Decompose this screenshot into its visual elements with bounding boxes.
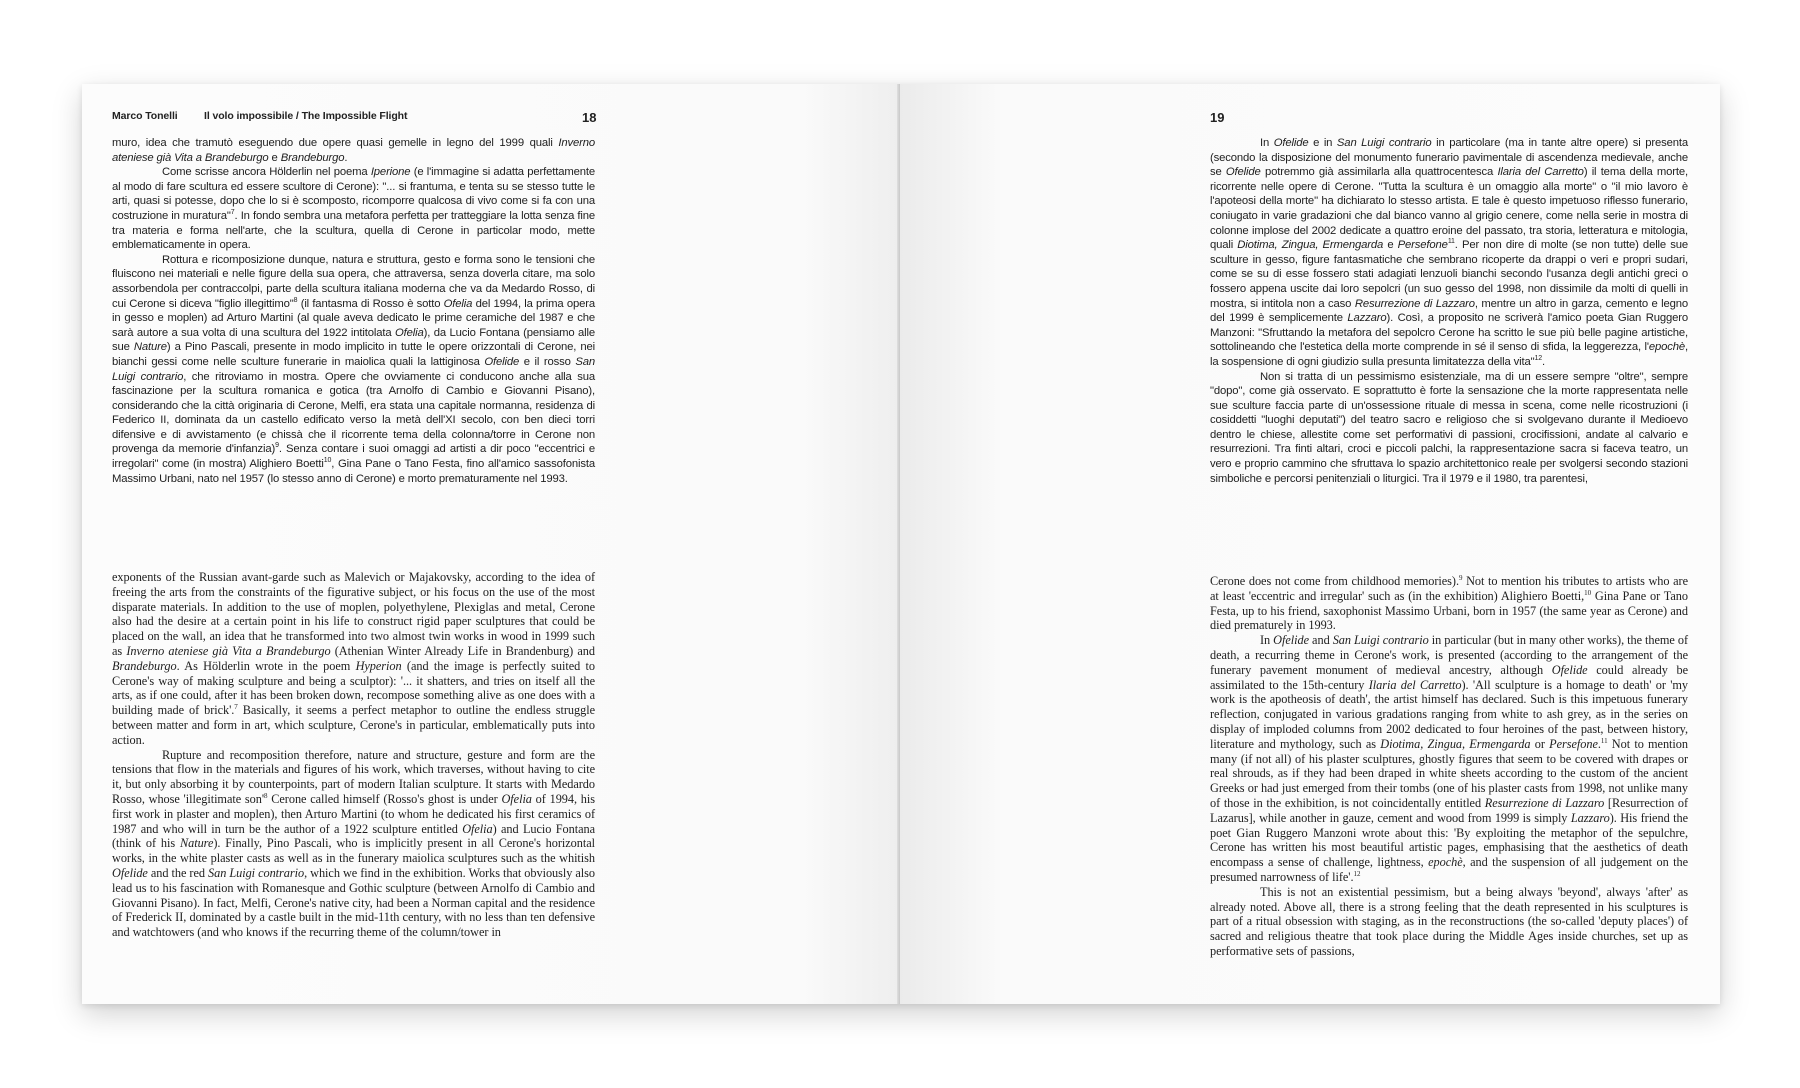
paragraph: Non si tratta di un pessimismo esistenziale, ma di un essere sempre "oltre", sempre "dopo", come già osservato. E soprattutto è forte la sensazione che la morte rappresentata nelle sue sculture faccia parte di un'ossessione rituale di messa in scena, come nelle ricostruzioni (i cosiddetti "luoghi deputati") del teatro sacro e religioso che si svolgevano durante il Medioevo dentro le chiese, allestite come set performativi di passioni, crocifissioni, andate al calvario e resurrezioni. Tra finti altari, croci e piccoli palchi, la rappresentazione sacra si faceva teatro, un vero e proprio cammino che sfruttava lo spazio architettonico reale per svolgersi secondo stazioni simboliche e percorsi penitenziali o liturgici. Tra il 1979 e il 1980, tra parentesi,	[1210, 370, 1688, 485]
footnote-ref: 7	[234, 703, 238, 712]
footnote-ref: 7	[230, 209, 235, 217]
footnote-ref: 12	[1534, 355, 1542, 363]
left-page	[82, 84, 900, 1004]
right-page	[900, 84, 1720, 1004]
page-number-left: 18	[582, 110, 597, 125]
author-name: Marco Tonelli	[112, 110, 178, 122]
paragraph: Rottura e ricomposizione dunque, natura e struttura, gesto e forma sono le tensioni che fluiscono nei materiali e nelle figure della sua opera, che attraversa, senza doverla citare, ma solo assorbendola per contraccolpi, parte della scultura italiana moderna che va da Medardo Rosso, di cui Cerone si diceva "figlio illegittimo"$^8$ (il fantasma di Rosso è sotto Ofelia del 1994, la prima opera in gesso e moplen) ad Arturo Martini (al quale aveva dedicato le prime ceramiche del 1987 e che sarà autore a sua volta di una scultura del 1922 intitolata Ofelia), da Lucio Fontana (pensiamo alle sue Nature) a Pino Pascali, presente in modo implicito in tutte le opere orizzontali di Cerone, nei bianchi gessi come nelle sculture funerarie in maiolica quali la lattiginosa Ofelide e il rosso San Luigi contrario, che ritroviamo in mostra. Opere che ovviamente ci conducono anche alla sua fascinazione per la scultura romanica e gotica (tra Arnolfo di Cambio e Giovanni Pisano), considerando che la città originaria di Cerone, Melfi, era stata una capitale normanna, residenza di Federico II, dominata da un castello edificato verso la metà dell'XI secolo, con ben dieci torri difensive e di avvistamento (e chissà che il ricorrente tema della colonna/torre in Cerone non provenga da memorie d'infanzia)$^9$. Senza contare i suoi omaggi ad artisti a dir poco "eccentrici e irregolari" come (in mostra) Alighiero Boetti$^{10}$, Gina Pane o Tano Festa, fino all'amico sassofonista Massimo Urbani, nato nel 1957 (lo stesso anno di Cerone) e morto prematuramente nel 1993.	[112, 253, 596, 485]
paragraph: In Ofelide e in San Luigi contrario in particolare (ma in tante altre opere) si presenta (secondo la disposizione del monumento funerario pavimentale di ascendenza medievale, anche se Ofelide potremmo già assimilarla alla quattrocentesca Ilaria del Carretto) il tema della morte, ricorrente nelle opere di Cerone. "Tutta la scultura è un omaggio alla morte" o "il mio lavoro è l'apoteosi della morte" ha dichiarato lo stesso artista. E tale è questo impetuoso riflesso funerario, coniugato in varie gradazioni che dal bianco vanno al grigio cenere, come nella serie in mostra di colonne implose del 2002 dedicate a quattro eroine del passato, tra storia, letteratura e mitologia, quali Diotima, Zingua, Ermengarda e Persefone$^{11}$. Per non dire di molte (se non tutte) delle sue sculture in gesso, figure fantasmatiche che sembrano ricoperte da drappi o veri e propri sudari, come se su di esse fossero stati adagiati lenzuoli bianchi secondo l'usanza degli antichi greci o fossero appena uscite dai loro sepolcri (un suo gesso del 1998, non dissimile da molti di quelli in mostra, si intitola non a caso Resurrezione di Lazzaro, mentre un altro in garza, cemento e legno del 1999 è semplicemente Lazzaro). Così, a proposito ne scriverà l'amico poeta Gian Ruggero Manzoni: "Sfruttando la metafora del sepolcro Cerone ha scritto le sue più belle pagine artistiche, sottolineando che l'estetica della morte comprende in sé il senso di sfida, la leggerezza, l'epochè, la sospensione di ogni giudizio sulla presunta limitatezza della vita"$^{12}$.	[1210, 137, 1688, 368]
paragraph: exponents of the Russian avant-garde such as Malevich or Majakovsky, according to the idea of freeing the arts from the constraints of the figurative subject, or his focus on the use of the most disparate materials. In addition to the use of moplen, polyethylene, Plexiglas and metal, Cerone also had the desire at a certain point in his life to construct rigid paper sculptures that could be placed on the wall, an idea that he transformed into two almost twin works in wood in 1999 such as Inverno ateniese già Vita a Brandeburgo (Athenian Winter Already Life in Brandenburg) and Brandeburgo. As Hölderlin wrote in the poem Hyperion (and the image is perfectly suited to Cerone's way of making sculpture and being a sculptor): '... it shatters, and tries on itself all the arts, as if one could, after it has been broken down, recompose something alive as one does with a building made of brick'.$^7$ Basically, it seems a perfect metaphor to outline the endless struggle between matter and form in art, which sculpture, Cerone's in particular, emblematically puts into action.	[112, 570, 595, 747]
paragraph: Come scrisse ancora Hölderlin nel poema Iperione (e l'immagine si adatta perfettamente al modo di fare scultura ed essere scultore di Cerone): "... si frantuma, e tenta su se stesso tutte le arti, quasi si potesse, dopo che lo si è scomposto, ricomporre qualcosa di vivo come si fa con una costruzione in muratura"$^7$. In fondo sembra una metafora perfetta per tratteggiare la lotta senza fine tra materia e forma nell'arte, che la scultura, quella di Cerone in particolar modo, mette emblematicamente in opera.	[112, 166, 596, 252]
italian-text-left	[112, 136, 595, 486]
italian-text-right	[1210, 136, 1688, 486]
page-number-right: 19	[1210, 110, 1225, 125]
english-text-left	[112, 570, 595, 940]
paragraph: Rupture and recomposition therefore, nature and structure, gesture and form are the tensions that flow in the materials and figures of his work, which traverses, without having to cite it, but only absorbing it by counterpoints, part of modern Italian sculpture. It starts with Medardo Rosso, whose 'illegitimate $son'^8$ Cerone called himself (Rosso's ghost is under Ofelia of 1994, his first work in plaster and moplen), then Arturo Martini (to whom he dedicated his first ceramics of 1987 and who will in turn be the author of a 1922 sculpture entitled Ofelia) and Lucio Fontana (think of his Nature). Finally, Pino Pascali, who is implicitly present in all Cerone's horizontal works, in the white plaster casts as well as in the funerary maiolica sculptures such as the whitish Ofelide and the red San Luigi contrario, which we find in the exhibition. Works that obviously also lead us to his fascination with Romanesque and Gothic sculpture (between Arnolfo di Cambio and Giovanni Pisano). In fact, Melfi, Cerone's native city, had been a Norman capital and the residence of Frederick II, dominated by a castle built in the mid-11th century, with no less than ten defensive and watchtowers (and who knows if the recurring theme of the column/tower in	[112, 747, 596, 940]
footnote-ref: 10	[323, 457, 332, 465]
running-title: Il volo impossibile / The Impossible Flight	[204, 110, 408, 122]
footnote-ref: 8	[264, 791, 268, 800]
footnote-ref: 9	[1458, 573, 1463, 582]
footnote-ref: 8	[293, 296, 298, 304]
paragraph: Cerone does not come from childhood memories).$^9$ Not to mention his tributes to artists who are at least 'eccentric and irregular' such as (in the exhibition) Alighiero Boetti,$^{10}$ Gina Pane or Tano Festa, up to his friend, saxophonist Massimo Urbani, born in 1957 (the same year as Cerone) and died prematurely in 1993.	[1210, 573, 1688, 633]
footnote-ref: 10	[1584, 588, 1592, 597]
paragraph: In Ofelide and San Luigi contrario in particular (but in many other works), the theme of death, a recurring theme in Cerone's work, is presented (according to the arrangement of the funerary pavement monument of medieval ancestry, although Ofelide could already be assimilated to the 15th-century Ilaria del Carretto). 'All sculpture is a homage to death' or 'my work is the apotheosis of death', the artist himself has declared. Such is this impetuous funerary reflection, conjugated in various gradations ranging from white to ash grey, as in the series on display of imploded columns from 2002 dedicated to four heroines of the past, between history, literature and mythology, such as Diotima, Zingua, Ermengarda or Persefone.$^{11}$ Not to mention many (if not all) of his plaster sculptures, ghostly figures that seem to be covered with drapes or real shrouds, as if they had been draped in white sheets according to the custom of the ancient Greeks or had just emerged from their tombs (one of his plaster casts from 1998, not unlike many of those in the exhibition, is not coincidentally entitled Resurrezione di Lazzaro [Resurrection of Lazarus], while another in gauze, cement and wood from 1999 is simply Lazzaro). His friend the poet Gian Ruggero Manzoni wrote about this: 'By exploiting the metaphor of the sepulchre, Cerone has written his most beautiful artistic pages, emphasising that the aesthetics of death encompass a sense of challenge, lightness, epochè, and the suspension of all judgement on the presumed narrowness of life'.$^{12}$	[1210, 633, 1688, 884]
footnote-ref: 9	[275, 442, 279, 450]
paragraph: This is not an existential pessimism, but a being always 'beyond', always 'after' as already noted. Above all, there is a strong feeling that the death represented in his sculptures is part of a ritual obsession with staging, as in the reconstructions (the so-called 'deputy places') of sacred and religious theatre that took place during the Middle Ages inside churches, set up as performative sets of passions,	[1210, 884, 1688, 958]
footnote-ref: 11	[1600, 736, 1608, 745]
paragraph: muro, idea che tramutò eseguendo due opere quasi gemelle in legno del 1999 quali Inverno ateniese già Vita a Brandeburgo e Brandeburgo.	[112, 137, 595, 164]
english-text-right	[1210, 574, 1688, 959]
footnote-ref: 11	[1447, 238, 1455, 246]
footnote-ref: 12	[1353, 869, 1361, 878]
